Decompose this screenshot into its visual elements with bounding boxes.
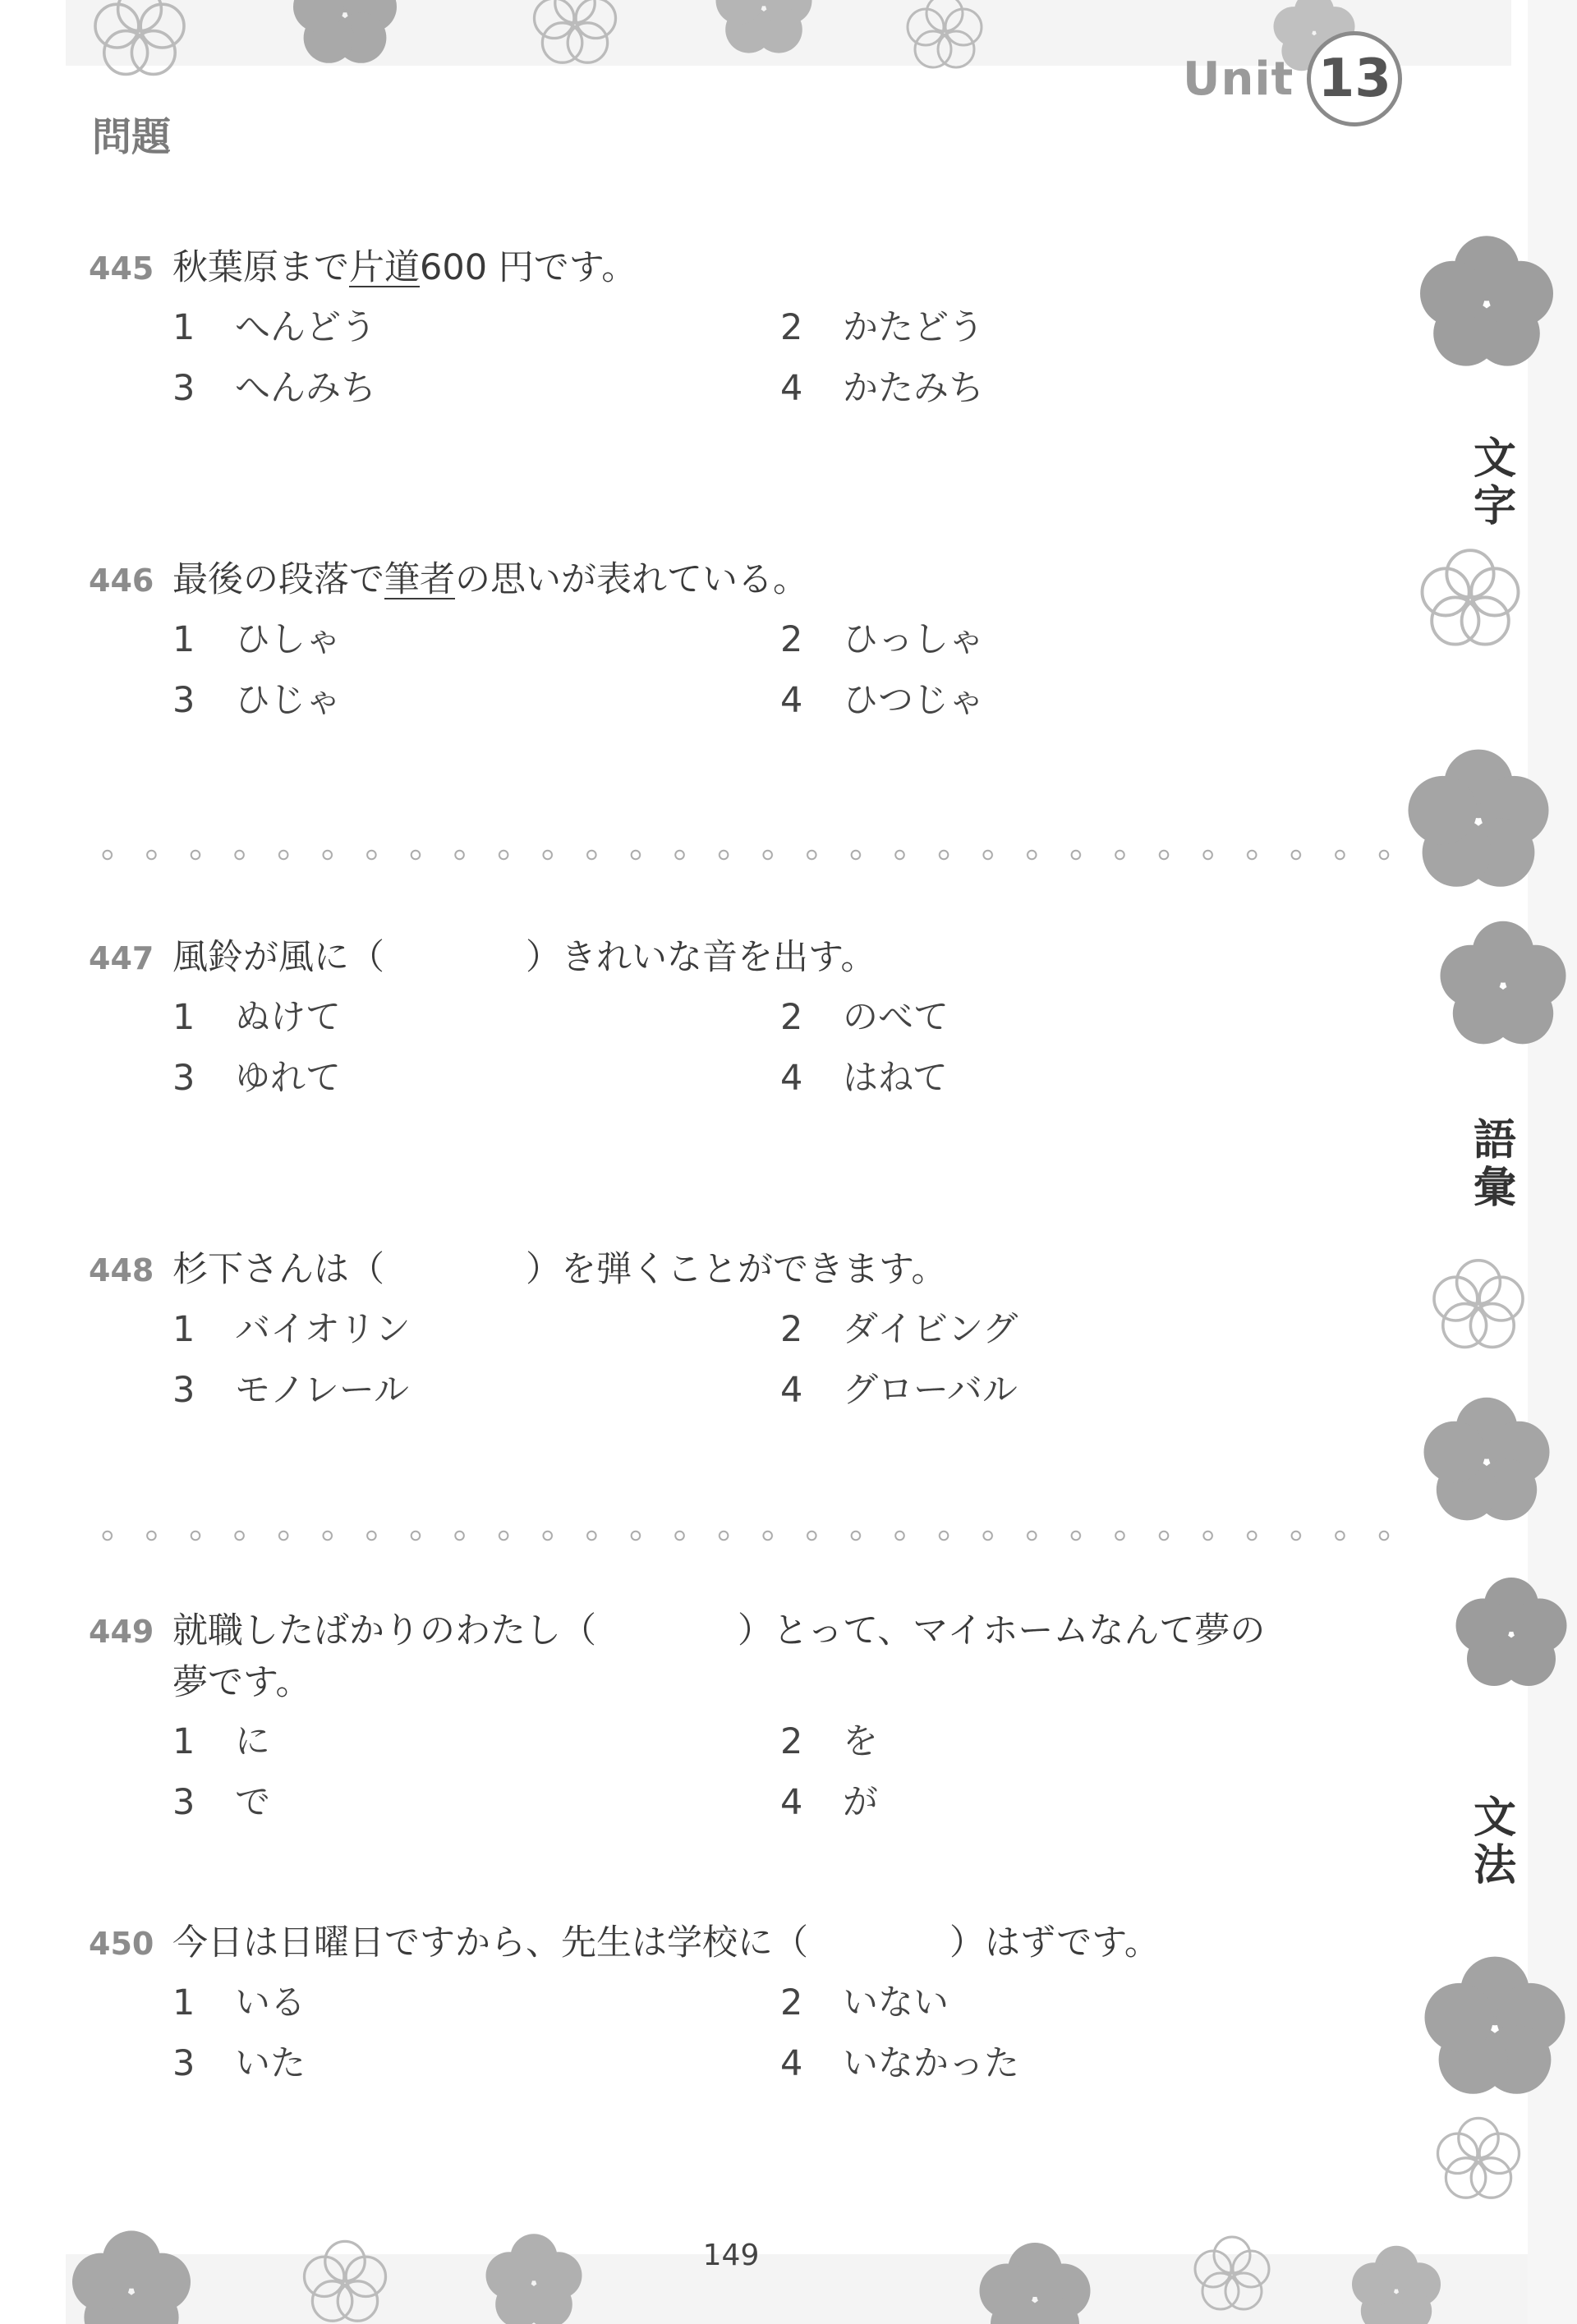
question-text: 杉下さんは（ ）を弾くことができます。 bbox=[172, 1249, 947, 1290]
unit-label: Unit bbox=[1183, 52, 1294, 106]
option-3[interactable]: 3 ひじゃ bbox=[172, 680, 341, 721]
option-3[interactable]: 3 モノレール bbox=[172, 1370, 409, 1411]
option-4[interactable]: 4 が bbox=[780, 1782, 878, 1823]
question-number: 450 bbox=[89, 1926, 154, 1962]
option-2[interactable]: 2 ひっしゃ bbox=[780, 619, 984, 660]
option-4[interactable]: 4 ひつじゃ bbox=[780, 680, 984, 721]
side-tab-goi: 語彙 bbox=[1473, 1116, 1516, 1213]
option-1[interactable]: 1 バイオリン bbox=[172, 1309, 411, 1350]
answer-options bbox=[172, 992, 1419, 1104]
question-446 bbox=[89, 554, 1419, 726]
option-3[interactable]: 3 ゆれて bbox=[172, 1058, 341, 1099]
option-4[interactable]: 4 グローバル bbox=[780, 1370, 1018, 1411]
option-3[interactable]: 3 で bbox=[172, 1782, 270, 1823]
unit-number: 13 bbox=[1307, 31, 1402, 126]
answer-options bbox=[172, 1716, 1419, 1828]
question-447 bbox=[89, 932, 1419, 1104]
question-text: 風鈴が風に（ ）きれいな音を出す。 bbox=[172, 937, 876, 978]
option-4[interactable]: 4 いなかった bbox=[780, 2043, 1019, 2084]
question-448 bbox=[89, 1244, 1419, 1416]
option-2[interactable]: 2 いない bbox=[780, 1982, 949, 2023]
unit-badge bbox=[1183, 31, 1402, 126]
question-445 bbox=[89, 242, 1419, 414]
option-4[interactable]: 4 かたみち bbox=[780, 368, 984, 409]
option-1[interactable]: 1 いる bbox=[172, 1982, 306, 2023]
side-tab-bunpou: 文法 bbox=[1473, 1794, 1516, 1890]
option-2[interactable]: 2 を bbox=[780, 1721, 878, 1762]
option-2[interactable]: 2 のべて bbox=[780, 997, 949, 1038]
question-number: 445 bbox=[89, 250, 154, 287]
dotted-divider bbox=[85, 1529, 1408, 1542]
question-text: 最後の段落で筆者の思いが表れている。 bbox=[172, 559, 808, 600]
option-2[interactable]: 2 かたどう bbox=[780, 307, 984, 348]
side-tab-moji: 文字 bbox=[1473, 434, 1516, 531]
option-1[interactable]: 1 ぬけて bbox=[172, 997, 341, 1038]
question-number: 449 bbox=[89, 1614, 154, 1650]
option-3[interactable]: 3 いた bbox=[172, 2043, 306, 2084]
underlined-term: 筆者 bbox=[384, 559, 455, 600]
answer-options bbox=[172, 614, 1419, 726]
answer-options bbox=[172, 302, 1419, 414]
question-text: 就職したばかりのわたし（ ）とって、マイホームなんて夢の bbox=[172, 1610, 1266, 1651]
option-3[interactable]: 3 へんみち bbox=[172, 368, 376, 409]
question-number: 447 bbox=[89, 940, 154, 976]
option-4[interactable]: 4 はねて bbox=[780, 1058, 948, 1099]
question-text: 今日は日曜日ですから、先生は学校に（ ）はずです。 bbox=[172, 1922, 1160, 1963]
option-1[interactable]: 1 へんどう bbox=[172, 307, 376, 348]
question-number: 448 bbox=[89, 1252, 154, 1288]
question-text-continuation: 夢です。 bbox=[172, 1662, 311, 1703]
question-text: 秋葉原まで片道600 円です。 bbox=[172, 247, 637, 288]
option-2[interactable]: 2 ダイビング bbox=[780, 1309, 1018, 1350]
question-450 bbox=[89, 1918, 1419, 2089]
section-title: 問題 bbox=[92, 114, 172, 160]
question-number: 446 bbox=[89, 563, 154, 599]
answer-options bbox=[172, 1304, 1419, 1416]
answer-options bbox=[172, 1977, 1419, 2089]
dotted-divider bbox=[85, 848, 1408, 861]
page-number: 149 bbox=[702, 2239, 760, 2272]
underlined-term: 片道 bbox=[349, 247, 420, 288]
question-449 bbox=[89, 1605, 1419, 1828]
option-1[interactable]: 1 ひしゃ bbox=[172, 619, 341, 660]
option-1[interactable]: 1 に bbox=[172, 1721, 270, 1762]
